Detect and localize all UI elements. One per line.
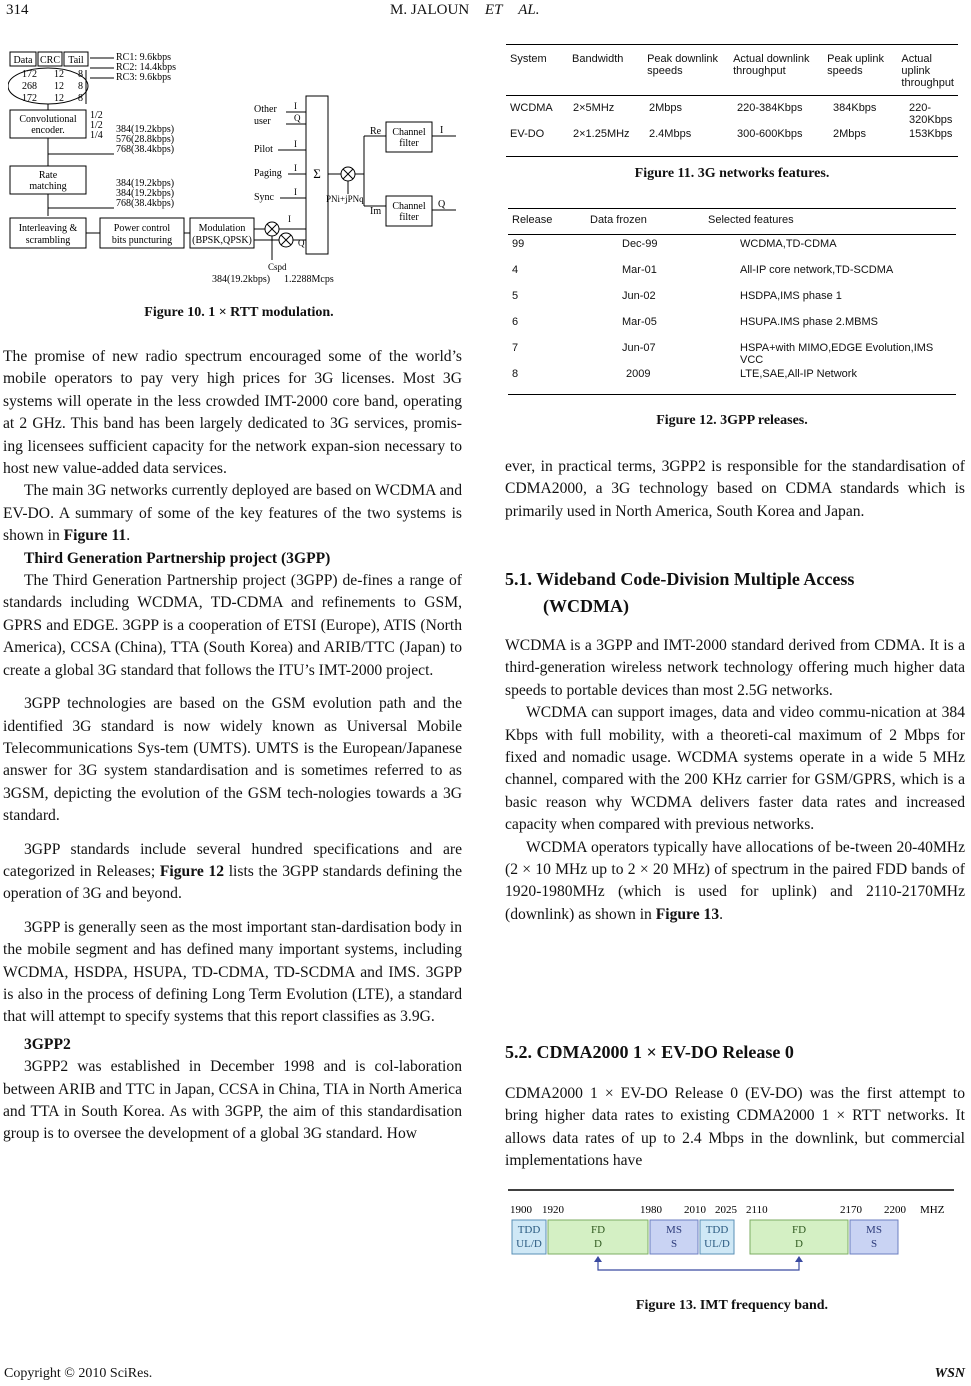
section-5-1-line1: 5.1. Wideband Code-Division Multiple Access: [505, 569, 855, 589]
author-name: M. JALOUN: [390, 2, 470, 18]
band-fdd-1-a: FD: [590, 1224, 606, 1236]
section-5-1-heading: [505, 567, 854, 618]
fig11-cell: 2×5MHz: [573, 102, 615, 114]
fig11-h-peak-ul: [823, 53, 897, 93]
right-column-mid: [505, 635, 965, 926]
fig11-cell: WCDMA: [510, 102, 553, 114]
frame-data-2: 268: [22, 81, 37, 92]
left-para-7: 3GPP2 was established in December 1998 and is col-laboration between ARIB and TTC in Japan, CCSA in China, TIA in North America and TTA in South Korea. As with 3GPP, the aim of this standardisation group is to oversee the development of a global 3G standard. How: [3, 1058, 462, 1143]
fig12-h-data-frozen: Data frozen: [590, 214, 647, 226]
rc1-label: RC1: 9.6kbps: [116, 52, 172, 63]
band-mss-1-b: S: [670, 1238, 678, 1250]
left-para-2: [3, 480, 462, 547]
frame-tail-3: 8: [78, 93, 83, 104]
filter1-line2: filter: [399, 138, 419, 149]
filter2-line2: filter: [399, 212, 419, 223]
figure-13-diagram: [506, 1188, 956, 1284]
tick-1980: 1980: [640, 1204, 662, 1216]
tick-2025: 2025: [715, 1204, 737, 1216]
frame-data-1: 172: [22, 69, 37, 80]
band-mss-1-a: MS: [666, 1224, 682, 1236]
fig12-cell: Jun-07: [622, 342, 656, 354]
mod-i-label: I: [288, 214, 291, 224]
fig12-cell: 2009: [626, 368, 651, 380]
fig11-cell: 2.4Mbps: [649, 128, 692, 140]
data-label: Data: [13, 55, 33, 66]
left-para-2-end: .: [126, 527, 131, 545]
figure-10-caption: Figure 10. 1 × RTT modulation.: [144, 305, 334, 320]
left-para-5-end: lists the 3GPP standards defining the operation of 3G and beyond.: [3, 862, 462, 903]
frame-tail-2: 8: [78, 81, 83, 92]
fig11-cell: 220-384Kbps: [737, 102, 803, 114]
left-para-3: The Third Generation Partnership project (3GPP) de-fines a range of standards including WCDMA, TD-CDMA and refinements to GSM, GPRS and EDGE. 3GPP is a cooperation of ETSI (Europe), ATIS (North America), CCSA (China), TTA (South Korea) and ARIB/TTC (Japan) to create a global 3G standard that follows the ITU’s IMT-2000 project.: [3, 572, 462, 679]
left-para-4: 3GPP technologies are based on the GSM evolution path and the identified 3G standard is now widely known as Universal Mobile Telecommunications Sys-tem (UMTS). UMTS is the European/Japanese answer for 3G system standardisation and is sometimes referred to as 3GSM, depicting the evolution of the GSM tech-nologies towards a 3G standard.: [3, 695, 462, 825]
bottom-rate-label: 384(19.2kbps): [212, 274, 271, 285]
mod-line2: (BPSK,QPSK): [192, 235, 252, 246]
fig11-cell: 153Kbps: [909, 128, 953, 140]
band-tdd-1-b: UL/D: [516, 1238, 542, 1250]
frame-crc-2: 12: [54, 81, 64, 92]
table-row: [508, 238, 956, 264]
rm-out-3: 768(38.4kbps): [116, 198, 175, 209]
filter2-line1: Channel: [392, 201, 426, 212]
figure-11-ref: Figure 11: [63, 527, 127, 545]
table-row: [508, 290, 956, 316]
table-row: [508, 316, 956, 342]
table-row: [506, 128, 958, 154]
figure-12-ref: Figure 12: [159, 862, 225, 880]
right-para-2: WCDMA is a 3GPP and IMT-2000 standard derived from CDMA. It is a third-generation wireless network technology offering much higher data speeds to portable devices than most 2.5G networks.: [505, 637, 965, 699]
out-i: I: [440, 125, 444, 136]
tick-1900: 1900: [510, 1204, 532, 1216]
rm-out-2: 384(19.2kbps): [116, 188, 175, 199]
sync-i: I: [294, 187, 297, 197]
im-label: Im: [370, 206, 382, 217]
fig11-cell: 384Kbps: [833, 102, 877, 114]
figure-12-caption: Figure 12. 3GPP releases.: [656, 413, 808, 428]
table-row: [508, 264, 956, 290]
fig12-cell: HSDPA,IMS phase 1: [740, 290, 842, 302]
interleave-line1: Interleaving &: [18, 223, 78, 234]
figure-10-diagram: [8, 46, 470, 288]
tick-2170: 2170: [840, 1204, 862, 1216]
rate-matching-line2: matching: [29, 181, 67, 192]
fig12-cell: HSPA+with MIMO,EDGE Evolution,IMS VCC: [740, 342, 934, 366]
crc-label: CRC: [39, 55, 61, 66]
fig11-h-peak-dl: [643, 53, 729, 93]
other-user-line1: Other: [254, 104, 277, 115]
tick-2110: 2110: [746, 1204, 768, 1216]
tick-2200: 2200: [884, 1204, 906, 1216]
section-5-1-line2: (WCDMA): [543, 596, 629, 616]
author-et: ET: [484, 2, 503, 18]
fig11-h-peak-dl-1: Peak downlink: [647, 53, 719, 65]
right-para-1: ever, in practical terms, 3GPP2 is responsible for the standardisation of CDMA2000, a 3G technology based on CDMA standards which is primarily used in North America, South Korea and Japan.: [505, 458, 965, 520]
sync-label: Sync: [254, 192, 274, 203]
power-line2: bits puncturing: [111, 235, 173, 246]
out-q: Q: [438, 199, 446, 210]
rm-out-1: 384(19.2kbps): [116, 178, 175, 189]
pilot-label: Pilot: [254, 144, 273, 155]
table-row: [508, 368, 956, 394]
fig12-cell: Mar-05: [622, 316, 657, 328]
fig11-cell: 2Mbps: [649, 102, 683, 114]
right-para-3: WCDMA can support images, data and video commu-nication at 384 Kbps with full mobility, with a theoreti-cal maximum of 2 Mbps for fixed and nomadic usage. WCDMA systems operate in a wide 5 MHz channel, compared with the 200 KHz carrier for GSM/GPRS, which is a basic reason why WCDMA delivers faster data rates and increased capacity when compared with previous networks.: [505, 704, 965, 834]
fig12-cell: Dec-99: [622, 238, 658, 250]
fig11-h-actual-ul-2: throughput: [901, 77, 954, 89]
tick-unit: MHZ: [920, 1204, 945, 1216]
heading-3gpp: Third Generation Partnership project (3GPP): [24, 549, 331, 567]
running-header: [390, 2, 539, 19]
code-rate-3: 1/4: [90, 130, 103, 141]
fig12-cell: HSUPA.IMS phase 2.MBMS: [740, 316, 878, 328]
fig11-h-peak-dl-2: speeds: [647, 65, 683, 77]
tick-1920: 1920: [542, 1204, 564, 1216]
code-rate-1: 1/2: [90, 110, 103, 121]
sigma-symbol: Σ: [313, 166, 321, 181]
right-para-4: [505, 837, 965, 927]
band-tdd-1-a: TDD: [517, 1224, 541, 1236]
heading-3gpp2: 3GPP2: [24, 1035, 71, 1053]
frame-size-rows: [22, 69, 83, 104]
left-para-1: The promise of new radio spectrum encouraged some of the world’s mobile operators to pay very high prices for 3G licenses. Most 3G systems will operate in the less crowded IMT-2000 core band, operating at 2 GHz. This band has been largely dedicated to 3G services, promis-ing licensees sufficient capacity for the network expan-sion necessary to host new value-added data services.: [3, 348, 462, 478]
figure-11-caption: Figure 11. 3G networks features.: [634, 166, 830, 181]
band-fdd-2-a: FD: [791, 1224, 807, 1236]
right-para-5: CDMA2000 1 × EV-DO Release 0 (EV-DO) was the first attempt to bring higher data rates to existing CDMA2000 1 × RTT networks. It allows data rates of up to 2.4 Mbps in the downlink, but commercial implementations have: [505, 1085, 965, 1170]
fig11-cell: 2Mbps: [833, 128, 867, 140]
pn-label: PNi+jPNq: [326, 194, 364, 204]
fig11-header-row: [506, 53, 958, 93]
fig12-cell: 4: [512, 264, 519, 276]
fig11-h-system: System: [510, 53, 547, 65]
right-para-4-text: WCDMA operators typically have allocations of be-tween 20-40MHz (2 × 10 MHz up to 2 × 20 MHz) of spectrum in the paired FDD bands of 1920-1980MHz (which is used for uplink) and 2110-2170MHz (downlink) as shown in: [505, 838, 965, 923]
fig11-cell: 2×1.25MHz: [573, 128, 630, 140]
paging-i: I: [294, 163, 297, 173]
band-fdd-1-b: D: [594, 1238, 602, 1250]
other-user-line2: user: [254, 116, 271, 127]
page-number: 314: [6, 2, 29, 18]
figure-12-table: [508, 208, 956, 395]
footer-journal: WSN: [934, 1366, 965, 1381]
band-tdd-2-a: TDD: [705, 1224, 729, 1236]
frame-data-3: 172: [22, 93, 37, 104]
fig11-h-bandwidth: Bandwidth: [572, 53, 624, 65]
mod-line1: Modulation: [198, 223, 246, 234]
fig12-cell: Jun-02: [622, 290, 656, 302]
fig12-cell: Mar-01: [622, 264, 657, 276]
chip-rate-label: 1.2288Mcps: [284, 274, 334, 285]
re-label: Re: [370, 126, 382, 137]
tail-label: Tail: [68, 55, 84, 66]
fig12-header-row: [508, 214, 956, 234]
frame-tail-1: 8: [78, 69, 83, 80]
conv-out-3: 768(38.4kbps): [116, 144, 175, 155]
fig11-cell: 220-320Kbps: [909, 102, 953, 126]
fig12-cell: 99: [512, 238, 525, 250]
pilot-i: I: [294, 139, 297, 149]
fig11-h-actual-dl: [729, 53, 823, 93]
left-para-2-text: The main 3G networks currently deployed are based on WCDMA and EV-DO. A summary of some of the key features of the two systems is shown in: [3, 482, 462, 545]
left-column: [3, 346, 462, 1146]
fig11-h-actual-ul: [897, 53, 958, 93]
footer-copyright: Copyright © 2010 SciRes.: [4, 1366, 153, 1381]
fig12-h-features: Selected features: [708, 214, 794, 226]
table-row: [506, 102, 958, 128]
fig12-cell: 8: [512, 368, 519, 380]
fig11-h-actual-ul-1: Actual uplink: [901, 53, 932, 77]
fig11-cell: EV-DO: [510, 128, 545, 140]
left-para-5-text: 3GPP standards include several hundred specifications and are categorized in Releases;: [3, 840, 462, 880]
conv-encoder-line1: Convolutional: [19, 114, 77, 125]
band-mss-2-a: MS: [866, 1224, 882, 1236]
fig11-h-peak-ul-2: speeds: [827, 65, 863, 77]
fig12-cell: 6: [512, 316, 519, 328]
figure-13-caption: Figure 13. IMT frequency band.: [635, 1298, 829, 1313]
fig12-cell: 5: [512, 290, 519, 302]
figure-11-table: [506, 44, 958, 157]
other-i: I: [294, 101, 297, 111]
frame-crc-1: 12: [54, 69, 64, 80]
fig11-cell: 300-600Kbps: [737, 128, 803, 140]
other-q: Q: [294, 113, 301, 123]
band-mss-2-b: S: [870, 1238, 878, 1250]
conv-encoder-line2: encoder.: [31, 125, 65, 136]
fig12-cell: LTE,SAE,All-IP Network: [740, 368, 857, 380]
rate-matching-line1: Rate: [38, 170, 58, 181]
fig11-h-actual-dl-1: Actual downlink: [733, 53, 810, 65]
section-5-2-heading: 5.2. CDMA2000 1 × EV-DO Release 0: [505, 1042, 794, 1062]
author-al: AL.: [518, 2, 540, 18]
interleave-line2: scrambling: [25, 235, 71, 246]
conv-out-1: 384(19.2kbps): [116, 124, 175, 135]
frame-crc-3: 12: [54, 93, 64, 104]
power-line1: Power control: [113, 223, 171, 234]
cspd-label: Cspd: [268, 262, 287, 272]
fig11-h-peak-ul-1: Peak uplink: [827, 53, 884, 65]
fig12-cell: WCDMA,TD-CDMA: [740, 238, 837, 250]
left-para-5: [3, 839, 462, 906]
fig12-cell: All-IP core network,TD-SCDMA: [740, 264, 894, 276]
fig13-ticks: [510, 1204, 945, 1216]
right-column-bottom: [505, 1083, 965, 1173]
figure-13-ref: Figure 13: [655, 905, 720, 923]
code-rate-2: 1/2: [90, 120, 103, 131]
band-fdd-2-b: D: [795, 1238, 803, 1250]
fig12-h-release: Release: [512, 214, 553, 226]
left-para-6: 3GPP is generally seen as the most important stan-dardisation body in the mobile segment and has defined many important systems, including WCDMA, HSDPA, HSUPA, TD-CDMA, TD-SCDMA and IMS. 3GPP is also in the process of defining Long Term Evolution (LTE), a standard that will attempt to specify systems that this report classifies as 3.9G.: [3, 918, 462, 1026]
right-column-top: [505, 456, 965, 523]
tick-2010: 2010: [684, 1204, 706, 1216]
mod-q-label: Q: [298, 238, 305, 248]
band-tdd-2-b: UL/D: [704, 1238, 730, 1250]
rc3-label: RC3: 9.6kbps: [116, 72, 172, 83]
table-row: [508, 342, 956, 368]
conv-out-2: 576(28.8kbps): [116, 134, 175, 145]
rc2-label: RC2: 14.4kbps: [116, 62, 177, 73]
filter1-line1: Channel: [392, 127, 426, 138]
paging-label: Paging: [254, 168, 282, 179]
fig12-cell: 7: [512, 342, 519, 354]
fig11-h-actual-dl-2: throughput: [733, 65, 786, 77]
right-para-4-end: .: [719, 905, 724, 923]
